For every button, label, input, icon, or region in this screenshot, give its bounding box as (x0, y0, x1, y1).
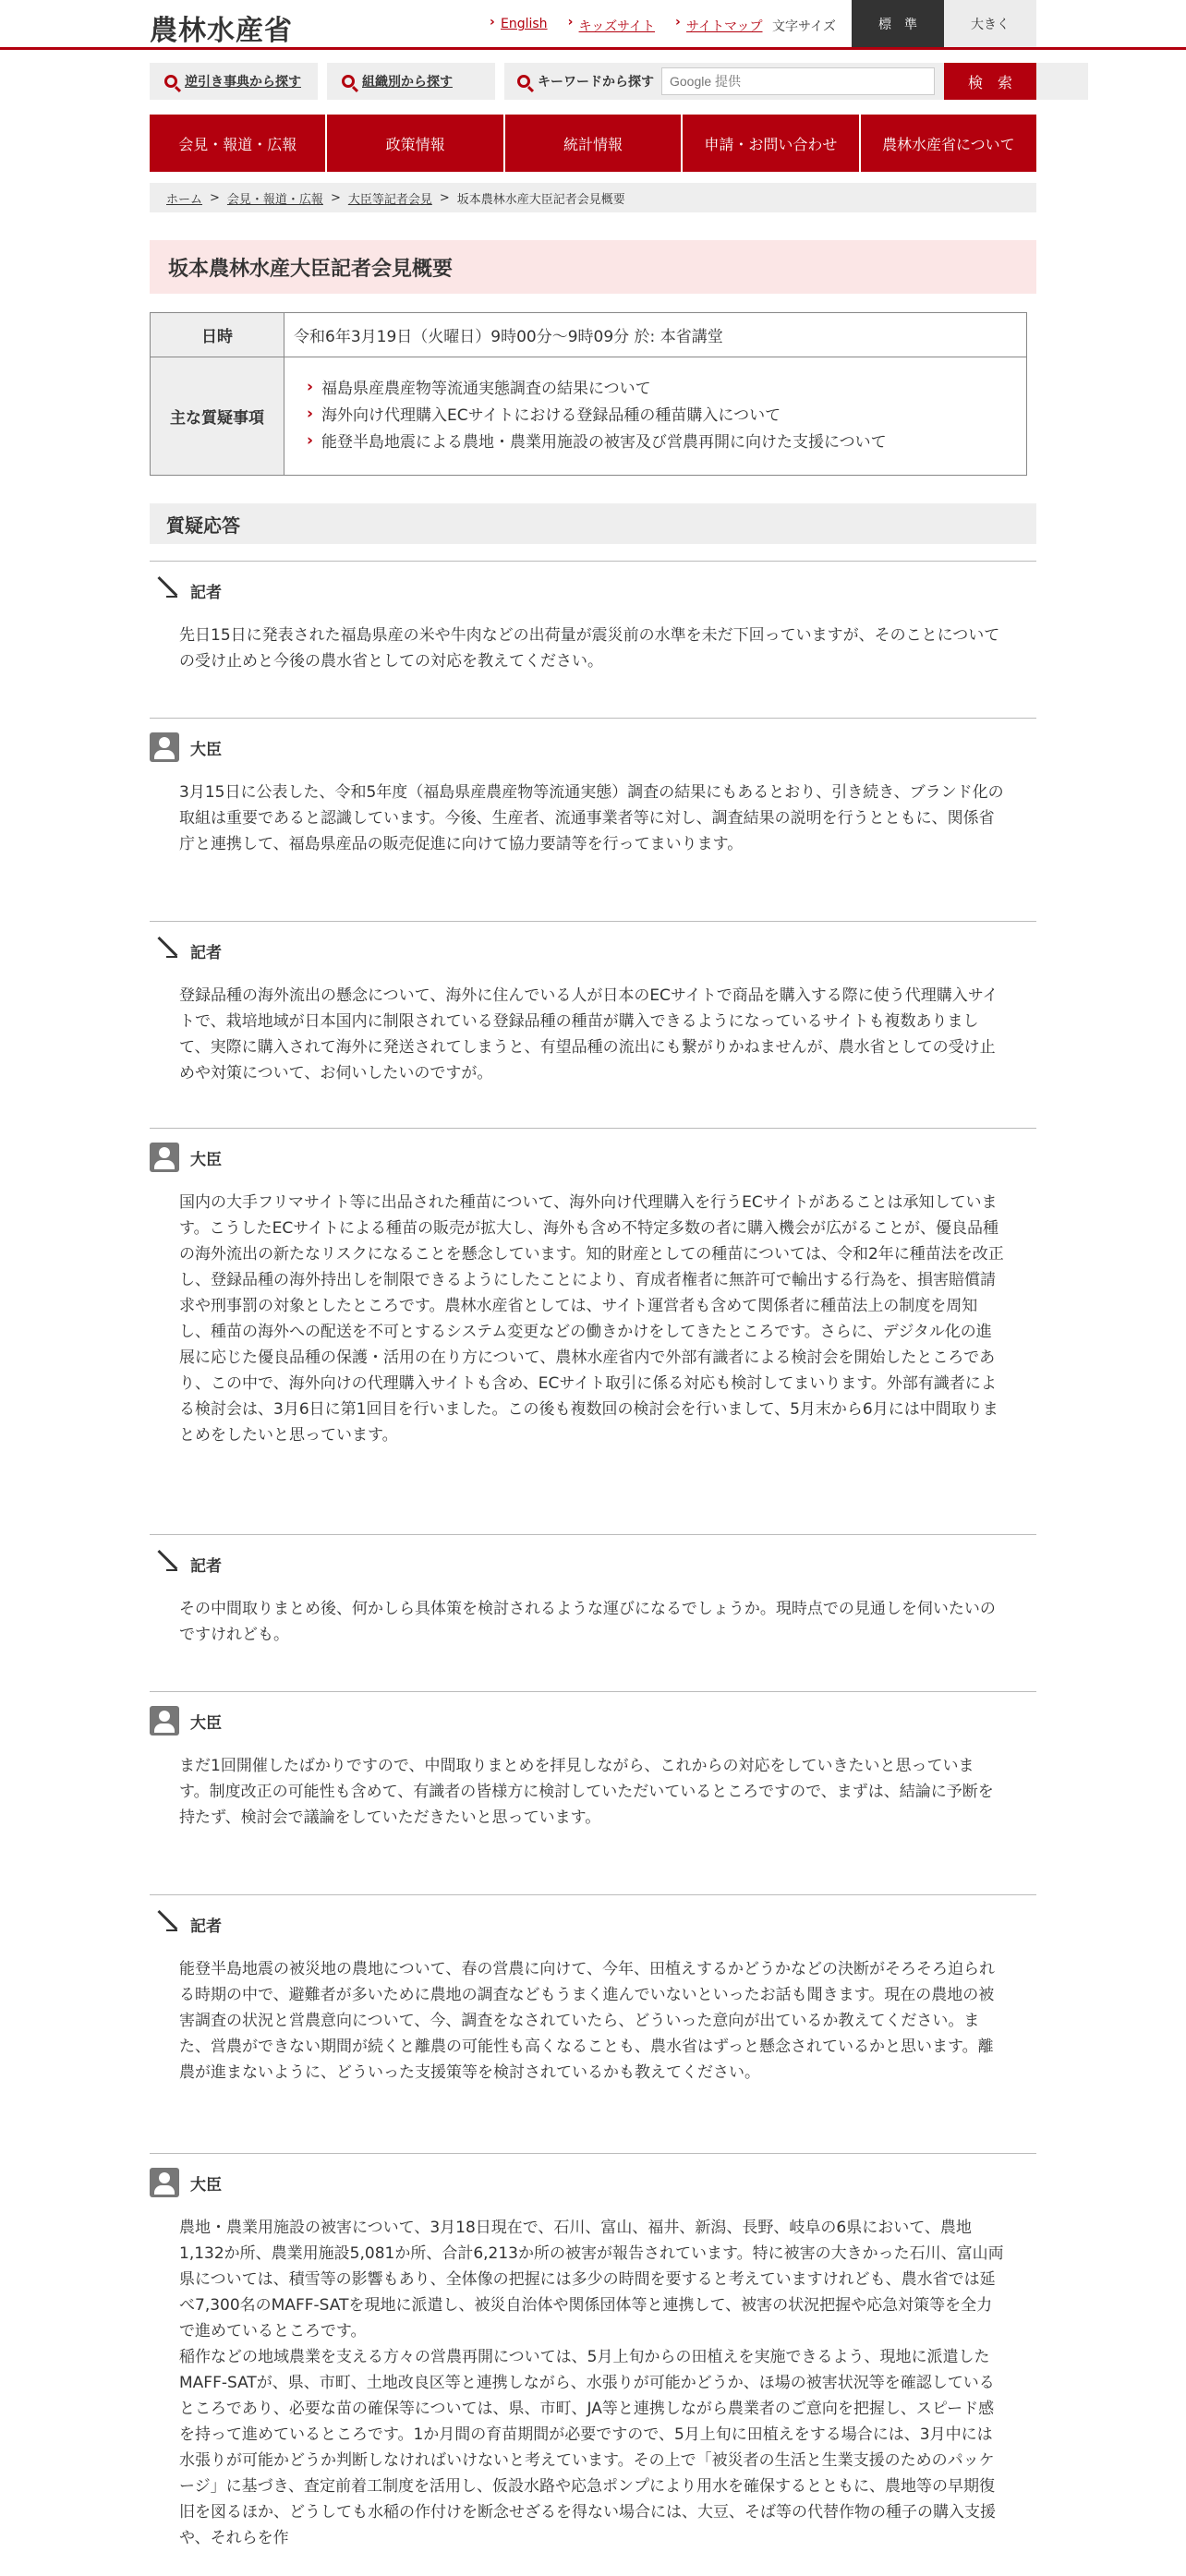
qa-block (150, 1534, 1036, 1691)
person-icon (150, 1143, 179, 1172)
search-icon (164, 75, 177, 88)
header-links (490, 17, 783, 35)
font-size-label: 文字サイズ (772, 19, 836, 34)
speaker-label: 大臣 (190, 1713, 222, 1733)
qa-block (150, 1128, 1036, 1534)
speaker (150, 935, 1036, 966)
qa-text: 3月15日に公表した、令和5年度（福島県産農産物等流通実態）調査の結果にもあるとおり、引き続き、ブランド化の取組は重要であると認識しています。今後、生産者、流通事業者等に対し、調査結果の説明を行うとともに、関係省庁と連携して、福島県産品の販売促進に向けて協力要請等を行ってまいります。 (179, 783, 1004, 853)
topic-item: › 福島県産農産物等流通実態調査の結果について (307, 376, 1026, 403)
breadcrumb-separator: > (210, 190, 220, 205)
pen-icon (150, 936, 179, 965)
pen-icon (150, 575, 179, 605)
search-icon (517, 75, 530, 88)
page-title: 坂本農林水産大臣記者会見概要 (150, 240, 1036, 294)
person-icon (150, 732, 179, 762)
speaker-label: 大臣 (190, 740, 222, 759)
breadcrumb-separator: > (439, 190, 450, 205)
site-logo[interactable]: 農林水産省 (150, 15, 293, 47)
topic-item: › 海外向け代理購入ECサイトにおける登録品種の種苗購入について (307, 403, 1026, 429)
search-icon (342, 75, 355, 88)
breadcrumb-separator: > (330, 190, 341, 205)
qa-block (150, 921, 1036, 1128)
speaker (150, 732, 1036, 763)
speaker-label: 大臣 (190, 1150, 222, 1169)
person-icon (150, 1706, 179, 1735)
breadcrumb-press[interactable]: 会見・報道・広報 (226, 192, 323, 207)
breadcrumb-home[interactable]: ホーム (166, 192, 203, 207)
sitemap-link[interactable]: › サイトマップ (675, 17, 762, 35)
nav-policy[interactable]: 政策情報 (327, 115, 504, 172)
qa-block (150, 1894, 1036, 2153)
global-nav (150, 115, 1036, 172)
speaker (150, 1705, 1036, 1736)
qa-text: 先日15日に発表された福島県産の米や牛肉などの出荷量が震災前の水準を未だ下回っていますが、そのことについての受け止めと今後の農水省としての対応を教えてください。 (179, 626, 1000, 671)
nav-statistics[interactable]: 統計情報 (505, 115, 683, 172)
qa-block (150, 1691, 1036, 1894)
breadcrumb (150, 183, 1036, 212)
qa-text: まだ1回開催したばかりですので、中間取りまとめを拝見しながら、これからの対応をしていきたいと思っています。制度改正の可能性も含めて、有識者の皆様方に検討していただいているところですので、まずは、結論に予断を持たず、検討会で議論をしていただきたいと思っています。 (179, 1757, 994, 1827)
pen-icon (150, 1549, 179, 1578)
qa-text: 農地・農業用施設の被害について、3月18日現在で、石川、富山、福井、新潟、長野、岐阜の6県において、農地1,132か所、農業用施設5,081か所、合計6,213か所の被害が報告されています。特に被害の大きかった石川、富山両県については、積雪等の影響もあり、全体像の把握には多少の時間を要すると考えていますけれども、農水省では延べ7,300名のMAFF-SATを現地に派遣し、被災自治体や関係団体等と連携して、被害の状況把握や応急対策等を全力で進めているところです。 稲作などの地域農業を支える方々の営農再開については、5月上旬からの田植えを実施できるよう、現地に派遣したMAFF-SATが、県、市町、土地改良区等と連携しながら、水張りが可能かどうか、ほ場の被害状況等を確認しているところであり、必要な苗の確保等については、県、市町、JA等と連携しながら農業者のご意向を把握し、スピード感を持って進めているところです。1か月間の育苗期間が必要ですので、5月上旬に田植えをする場合には、3月中には水張りが可能かどうか判断しなければいけないと考えています。その上で「被災者の生活と生業支援のためのパッケージ」に基づき、査定前着工制度を活用し、仮設水路や応急ポンプにより用水を確保するとともに、農地等の早期復旧を図るほか、どうしても水稲の作付けを断念せざるを得ない場合には、大豆、そば等の代替作物の種子の購入支援や、それらを作 (179, 2219, 1004, 2547)
reverse-dictionary-search-button[interactable] (150, 63, 318, 100)
speaker-label: 大臣 (190, 2175, 222, 2195)
reverse-dictionary-label: 逆引き事典から探す (185, 75, 301, 90)
person-icon (150, 2168, 179, 2197)
keyword-search-label: キーワードから探す (538, 75, 654, 90)
topic-item: › 能登半島地震による農地・農業用施設の被害及び営農再開に向けた支援について (307, 429, 1026, 456)
speaker (150, 574, 1036, 606)
qa-text: 登録品種の海外流出の懸念について、海外に住んでいる人が日本のECサイトで商品を購入する際に使う代理購入サイトで、栽培地域が日本国内に制限されている登録品種の種苗が購入できるようになっているサイトも複数ありまして、実際に購入されて海外に発送されてしまうと、有望品種の流出にも繋がりかねませんが、農水省としての受け止めや対策について、お伺いしたいのですが。 (179, 986, 998, 1082)
pen-icon (150, 1909, 179, 1939)
speaker (150, 1548, 1036, 1579)
nav-press[interactable]: 会見・報道・広報 (150, 115, 327, 172)
topics-label: 主な質疑事項 (151, 357, 284, 476)
speaker-label: 記者 (190, 1556, 222, 1576)
info-table (150, 312, 1027, 476)
nav-applications[interactable]: 申請・お問い合わせ (683, 115, 860, 172)
nav-about[interactable]: 農林水産省について (861, 115, 1036, 172)
keyword-search-input[interactable] (661, 67, 935, 95)
date-value: 令和6年3月19日（火曜日）9時00分～9時09分 於: 本省講堂 (284, 313, 1027, 357)
speaker (150, 2167, 1036, 2198)
speaker-label: 記者 (190, 1917, 222, 1936)
search-submit-button[interactable]: 検 索 (944, 63, 1036, 100)
speaker (150, 1142, 1036, 1173)
english-link[interactable]: › English (490, 17, 548, 35)
qa-text: その中間取りまとめ後、何かしら具体策を検討されるような運びになるでしょうか。現時点での見通しを伺いたいのですけれども。 (179, 1600, 996, 1644)
search-bar (150, 63, 1036, 115)
qa-text: 国内の大手フリマサイト等に出品された種苗について、海外向け代理購入を行うECサイトがあることは承知しています。こうしたECサイトによる種苗の販売が拡大し、海外も含め不特定多数の者に購入機会が広がることが、優良品種の海外流出の新たなリスクになることを懸念しています。知的財産としての種苗については、令和2年に種苗法を改正し、登録品種の海外持出しを制限できるようにしたことにより、育成者権者に無許可で輸出する行為を、損害賠償請求や刑事罰の対象としたところです。農林水産省としては、サイト運営者も含めて関係者に種苗法上の制度を周知し、種苗の海外への配送を不可とするシステム変更などの働きかけをしてきたところです。さらに、デジタル化の進展に応じた優良品種の保護・活用の在り方について、農林水産省内で外部有識者による検討会を開始したところであり、この中で、海外向けの代理購入サイトも含め、ECサイト取引に係る対応も検討してまいります。外部有識者による検討会は、3月6日に第1回目を行いました。この後も複数回の検討会を行いまして、5月末から6月には中間取りまとめをしたいと思っています。 (179, 1193, 1004, 1445)
kids-site-link[interactable]: › キッズサイト (568, 17, 655, 35)
font-size-standard-button[interactable]: 標 準 (852, 0, 944, 47)
speaker-label: 記者 (190, 943, 222, 962)
organization-search-label: 組織別から探す (362, 75, 453, 90)
breadcrumb-current: 坂本農林水産大臣記者会見概要 (456, 192, 625, 207)
date-label: 日時 (151, 313, 284, 357)
qa-block (150, 561, 1036, 718)
speaker-label: 記者 (190, 583, 222, 602)
qa-block (150, 718, 1036, 921)
top-header (0, 0, 1186, 50)
topics-cell (284, 357, 1027, 476)
breadcrumb-conference[interactable]: 大臣等記者会見 (347, 192, 432, 207)
qa-heading: 質疑応答 (150, 503, 1036, 544)
font-size-large-button[interactable]: 大きく (944, 0, 1036, 47)
qa-text: 能登半島地震の被災地の農地について、春の営農に向けて、今年、田植えするかどうかなどの決断がそろそろ迫られる時期の中で、避難者が多いために農地の調査などもうまく進んでいないといったお話も聞きます。現在の農地の被害調査の状況と営農意向について、今、調査をなされていたら、どういった意向が出ているか教えてください。また、営農ができない期間が続くと離農の可能性も高くなることも、農水省はずっと懸念されているかと思います。離農が進まないように、どういった支援策等を検討されているかも教えてください。 (179, 1960, 995, 2082)
speaker (150, 1908, 1036, 1940)
qa-block (150, 2153, 1036, 2576)
organization-search-button[interactable] (327, 63, 495, 100)
